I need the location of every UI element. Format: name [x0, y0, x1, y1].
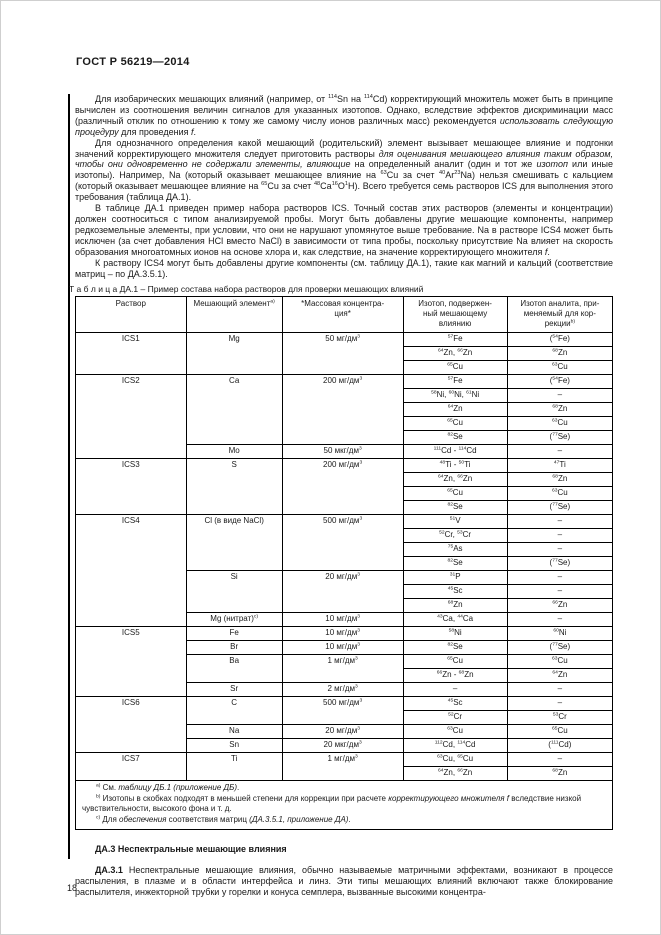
column-header-0: Раствор — [76, 297, 187, 333]
isotope-affected-cell: $^{57}$Fe — [403, 375, 507, 389]
table-caption: Т а б л и ц а ДА.1 – Пример состава набора растворов для проверки мешающих влияний — [69, 284, 424, 295]
concentration-cell: 20 $мг/дм^3$ — [282, 725, 403, 739]
isotope-correction-cell: – — [507, 543, 612, 557]
isotope-correction-cell: $^{68}$Zn — [507, 767, 612, 781]
isotope-correction-cell: – — [507, 571, 612, 585]
concentration-cell: 10 $мг/дм^3$ — [282, 627, 403, 641]
table-footnotes — [76, 781, 613, 830]
table-header-row — [76, 297, 613, 333]
solution-cell: ICS2 — [76, 375, 187, 459]
paragraph-solutions: Для однозначного определения какой мешающий (родительский) элемент вызывает мешающее влияние и подгонки значений корректирующего множителя следует приготовить растворы для оценивания мешающего влияния таким образом, чтобы они одновременно не содержали элементы, влияющие на определенный аналит (один и тот же изотоп или иные изотопы). Например, Na (который оказывает мешающее влияние на $^{63}$Cu за счет $^{40}$Ar$^{23}$Na) нельзя смешивать с кальцием (который оказывает мешающее влияние на $^{65}$Cu за счет $^{48}Ca^{16}O^1H$). Всего требуется семь растворов ICS для выполнения этого требования (таблица ДА.1). — [75, 137, 613, 203]
concentration-cell: 500 $мг/дм^3$ — [282, 515, 403, 571]
isotope-affected-cell: $^{43}$Ca, $^{44}$Ca — [403, 613, 507, 627]
isotope-affected-cell: $^{75}$As — [403, 543, 507, 557]
table-row — [76, 753, 613, 767]
isotope-correction-cell: $^{66}$Zn — [507, 599, 612, 613]
element-cell: C — [186, 697, 282, 725]
isotope-affected-cell: $^{45}$Sc — [403, 585, 507, 599]
paragraph-table-intro: В таблице ДА.1 приведен пример набора растворов ICS. Точный состав этих растворов (элементы и концентрации) должен соотноситься с типом анализируемой пробы. Могут быть добавлены другие мешающие компоненты, например редкоземельные элементы, при условии, что они не нарушают упомянутое выше требование. Na в растворе ICS4 может быть исключен (за счет добавления HCl вместо NaCl) в зависимости от типа пробы, поскольку присутствие Na влияет на скорость образования многоатомных ионов на основе хлора и, как следствие, на значение корректирующего множителя f. — [75, 203, 613, 257]
solution-cell: ICS1 — [76, 333, 187, 375]
table-body — [76, 333, 613, 781]
isotope-affected-cell: $^{58}$Ni — [403, 627, 507, 641]
isotope-correction-cell: – — [507, 683, 612, 697]
solution-cell: ICS5 — [76, 627, 187, 697]
isotope-correction-cell: $^{63}$Cu — [507, 487, 612, 501]
isotope-affected-cell: $^{45}$Sc — [403, 697, 507, 711]
element-cell: Ca — [186, 375, 282, 445]
isotope-affected-cell: $^{63}$Cu — [403, 725, 507, 739]
isotope-affected-cell: $^{64}$Zn, $^{66}$Zn — [403, 473, 507, 487]
isotope-affected-cell: $^{68}$Zn — [403, 599, 507, 613]
isotope-correction-cell: $^{65}$Cu — [507, 725, 612, 739]
element-cell: Ba — [186, 655, 282, 683]
isotope-correction-cell: $^{68}$Zn — [507, 403, 612, 417]
isotope-affected-cell: $^{64}$Zn, $^{66}$Zn — [403, 767, 507, 781]
element-cell: Mg — [186, 333, 282, 375]
solution-cell: ICS3 — [76, 459, 187, 515]
isotope-correction-cell: ($^{111}$Cd) — [507, 739, 612, 753]
solution-cell: ICS7 — [76, 753, 187, 781]
footnote-2: $^{c)}$ Для обеспечения соответствия матриц (ДА.3.5.1, приложение ДА). — [96, 814, 351, 824]
isotope-correction-cell: – — [507, 753, 612, 767]
element-cell: Mg (нитрат)$^{c)}$ — [186, 613, 282, 627]
concentration-cell: 200 $мг/дм^3$ — [282, 375, 403, 445]
isotope-affected-cell: $^{65}$Cu — [403, 361, 507, 375]
paragraph-ics4-components: К раствору ICS4 могут быть добавлены другие компоненты (см. таблицу ДА.1), такие как магний и кальций (соответствие матриц – по ДА.3.5.1). — [75, 257, 613, 279]
isotope-affected-cell: $^{82}$Se — [403, 641, 507, 655]
concentration-cell: 1 $мг/дм^3$ — [282, 655, 403, 683]
isotope-affected-cell: $^{64}$Zn — [403, 403, 507, 417]
isotope-affected-cell: $^{63}$Cu, $^{65}$Cu — [403, 753, 507, 767]
isotope-correction-cell: – — [507, 585, 612, 599]
element-cell: Mo — [186, 445, 282, 459]
isotope-affected-cell: $^{82}$Se — [403, 501, 507, 515]
footnote-1: $^{b)}$ Изотопы в скобках подходят в меньшей степени для коррекции при расчете корректирующего множителя f вследствие низкой чувствительности, высокого фона и т. д. — [82, 793, 582, 814]
doc-header: ГОСТ Р 56219—2014 — [76, 56, 190, 68]
element-cell: S — [186, 459, 282, 515]
isotope-correction-cell: – — [507, 389, 612, 403]
isotope-correction-cell: $^{68}$Zn — [507, 347, 612, 361]
isotope-correction-cell: $^{47}$Ti — [507, 459, 612, 473]
isotope-affected-cell: – — [403, 683, 507, 697]
isotope-affected-cell: $^{31}$P — [403, 571, 507, 585]
solution-cell: ICS6 — [76, 697, 187, 753]
isotope-affected-cell: $^{58}$Ni, $^{60}$Ni, $^{61}$Ni — [403, 389, 507, 403]
footnotes-cell — [76, 781, 613, 830]
section-paragraph: ДА.3.1 Неспектральные мешающие влияния, обычно называемые матричными эффектами, возникают в процессе распыления, в плазме и в области интерфейса и линз. Эти типы мешающих влияний включают также блокирование распылителя, инжекторной трубки у горелки и конуса семплера, вызванные высокими концентра- — [75, 865, 613, 898]
isotope-correction-cell: $^{53}$Cr — [507, 711, 612, 725]
concentration-cell: 50 мкг/$дм^3$ — [282, 445, 403, 459]
isotope-affected-cell: $^{82}$Se — [403, 557, 507, 571]
concentration-cell: 500 $мг/дм^3$ — [282, 697, 403, 725]
concentration-cell: 2 $мг/дм^3$ — [282, 683, 403, 697]
isotope-affected-cell: $^{48}$Ti - $^{50}$Ti — [403, 459, 507, 473]
isotope-affected-cell: $^{65}$Cu — [403, 655, 507, 669]
paragraph-isobaric: Для изобарических мешающих влияний (например, от $^{114}$Sn на $^{114}$Cd) корректирующий множитель может быть в принципе вычислен из соотношения величин сигналов для указанных изотопов. Однако, вследствие эффектов дискриминации масс (различный отклик по отношению к тому же самому числу ионов различных масс) рекомендуется использовать следующую процедуру для проведения f. — [75, 94, 613, 137]
isotope-correction-cell: $^{63}$Cu — [507, 655, 612, 669]
concentration-cell: 20 мкг/$дм^3$ — [282, 739, 403, 753]
isotope-affected-cell: $^{52}$Cr, $^{53}$Cr — [403, 529, 507, 543]
isotope-correction-cell: $^{64}$Zn — [507, 669, 612, 683]
concentration-cell: 200 $мг/дм^3$ — [282, 459, 403, 515]
isotope-correction-cell: ($^{54}$Fe) — [507, 375, 612, 389]
table-row — [76, 627, 613, 641]
isotope-correction-cell: – — [507, 697, 612, 711]
isotope-affected-cell: $^{51}$V — [403, 515, 507, 529]
element-cell: Si — [186, 571, 282, 613]
isotope-affected-cell: $^{111}$Cd - $^{114}$Cd — [403, 445, 507, 459]
section-heading: ДА.3 Неспектральные мешающие влияния — [95, 844, 287, 855]
isotope-correction-cell: – — [507, 445, 612, 459]
isotope-affected-cell: $^{57}$Fe — [403, 333, 507, 347]
concentration-cell: 1 $мг/дм^3$ — [282, 753, 403, 781]
solution-cell: ICS4 — [76, 515, 187, 627]
change-bar — [68, 94, 70, 859]
isotope-affected-cell: $^{65}$Cu — [403, 417, 507, 431]
concentration-cell: 20 $мг/дм^3$ — [282, 571, 403, 613]
element-cell: Br — [186, 641, 282, 655]
isotope-correction-cell: ($^{77}$Se) — [507, 557, 612, 571]
isotope-affected-cell: $^{66}$Zn - $^{68}$Zn — [403, 669, 507, 683]
isotope-correction-cell: $^{63}$Cu — [507, 361, 612, 375]
table-row — [76, 515, 613, 529]
isotope-correction-cell: $^{68}$Zn — [507, 473, 612, 487]
table-row — [76, 697, 613, 711]
ics-solutions-table — [75, 296, 613, 830]
isotope-correction-cell: ($^{77}$Se) — [507, 501, 612, 515]
isotope-correction-cell: – — [507, 529, 612, 543]
isotope-affected-cell: $^{112}$Cd, $^{114}$Cd — [403, 739, 507, 753]
concentration-cell: 10 $мг/дм^3$ — [282, 641, 403, 655]
column-header-4: Изотоп аналита, при- меняемый для кор- рекции$^{b)}$ — [507, 297, 612, 333]
element-cell: Sn — [186, 739, 282, 753]
column-header-1: Мешающий элемент$^{a)}$ — [186, 297, 282, 333]
isotope-affected-cell: $^{52}$Cr — [403, 711, 507, 725]
table-row — [76, 333, 613, 347]
page-number: 18 — [67, 883, 78, 893]
isotope-affected-cell: $^{64}$Zn, $^{66}$Zn — [403, 347, 507, 361]
element-cell: Na — [186, 725, 282, 739]
element-cell: Cl (в виде NaCl) — [186, 515, 282, 571]
element-cell: Sr — [186, 683, 282, 697]
isotope-affected-cell: $^{65}$Cu — [403, 487, 507, 501]
isotope-correction-cell: – — [507, 613, 612, 627]
isotope-correction-cell: $^{63}$Cu — [507, 417, 612, 431]
isotope-affected-cell: $^{82}$Se — [403, 431, 507, 445]
isotope-correction-cell: ($^{77}$Se) — [507, 431, 612, 445]
element-cell: Fe — [186, 627, 282, 641]
column-header-2: *Массовая концентра- ция* — [282, 297, 403, 333]
table-row — [76, 459, 613, 473]
footnote-0: $^{a)}$ См. таблицу ДБ.1 (приложение ДБ). — [96, 783, 240, 793]
isotope-correction-cell: – — [507, 515, 612, 529]
isotope-correction-cell: ($^{77}$Se) — [507, 641, 612, 655]
concentration-cell: 50 $мг/дм^3$ — [282, 333, 403, 375]
isotope-correction-cell: ($^{54}$Fe) — [507, 333, 612, 347]
element-cell: Ti — [186, 753, 282, 781]
table-row — [76, 375, 613, 389]
concentration-cell: 10 $мг/дм^3$ — [282, 613, 403, 627]
isotope-correction-cell: $^{60}$Ni — [507, 627, 612, 641]
column-header-3: Изотоп, подвержен- ный мешающему влиянию — [403, 297, 507, 333]
